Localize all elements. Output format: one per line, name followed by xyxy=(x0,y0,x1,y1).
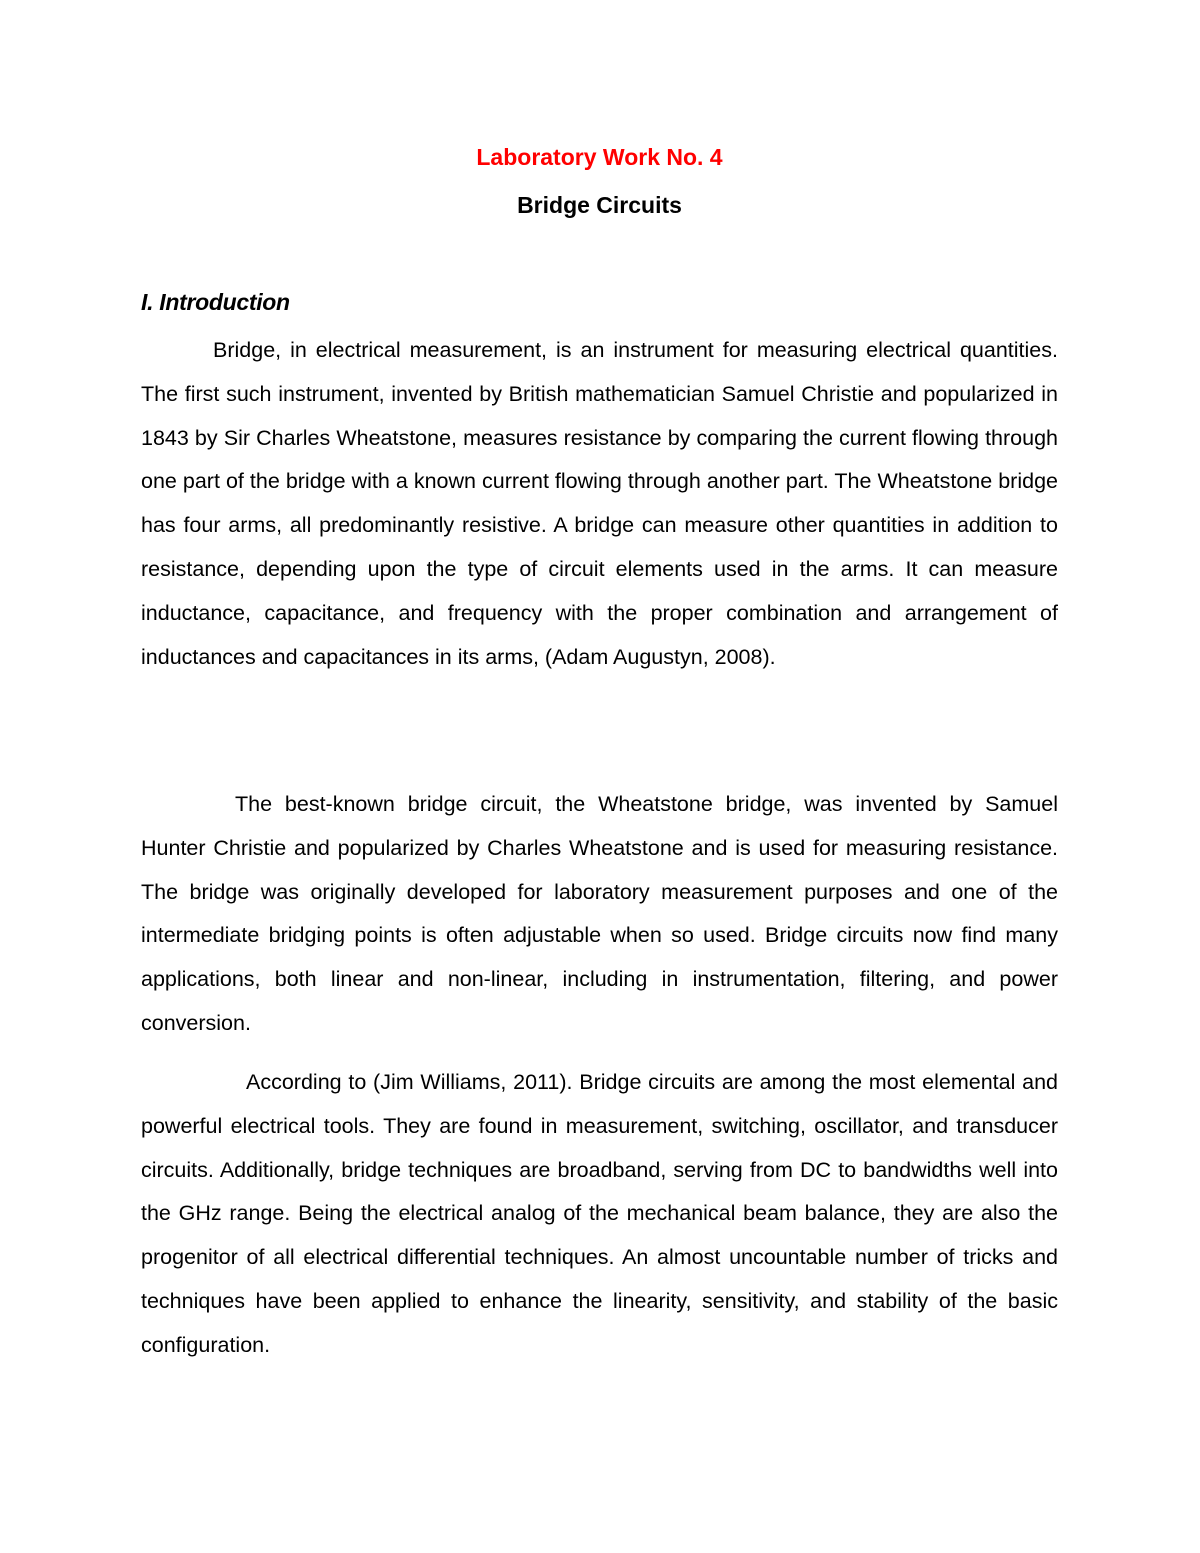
document-subtitle: Bridge Circuits xyxy=(517,192,682,218)
intro-paragraph-2: The best-known bridge circuit, the Wheatstone bridge, was invented by Samuel Hunter Christie and popularized by Charles Wheatstone and is used for measuring resistance. The bridge was originally developed for laboratory measurement purposes and one of the intermediate bridging points is often adjustable when so used. Bridge circuits now find many applications, both linear and non-linear, including in instrumentation, filtering, and power conversion. xyxy=(141,792,1058,1035)
section-heading-introduction: I. Introduction xyxy=(141,289,290,315)
intro-paragraph-1: Bridge, in electrical measurement, is an instrument for measuring electrical quantities. The first such instrument, invented by British mathematician Samuel Christie and popularized in 1843 by Sir Charles Wheatstone, measures resistance by comparing the current flowing through one part of the bridge with a known current flowing through another part. The Wheatstone bridge has four arms, all predominantly resistive. A bridge can measure other quantities in addition to resistance, depending upon the type of circuit elements used in the arms. It can measure inductance, capacitance, and frequency with the proper combination and arrangement of inductances and capacitances in its arms, (Adam Augustyn, 2008). xyxy=(141,338,1058,669)
document-title: Laboratory Work No. 4 xyxy=(476,144,723,170)
intro-paragraph-3: According to (Jim Williams, 2011). Bridge circuits are among the most elemental and powerful electrical tools. They are found in measurement, switching, oscillator, and transducer circuits. Additionally, bridge techniques are broadband, serving from DC to bandwidths well into the GHz range. Being the electrical analog of the mechanical beam balance, they are also the progenitor of all electrical differential techniques. An almost uncountable number of tricks and techniques have been applied to enhance the linearity, sensitivity, and stability of the basic configuration. xyxy=(141,1070,1058,1357)
